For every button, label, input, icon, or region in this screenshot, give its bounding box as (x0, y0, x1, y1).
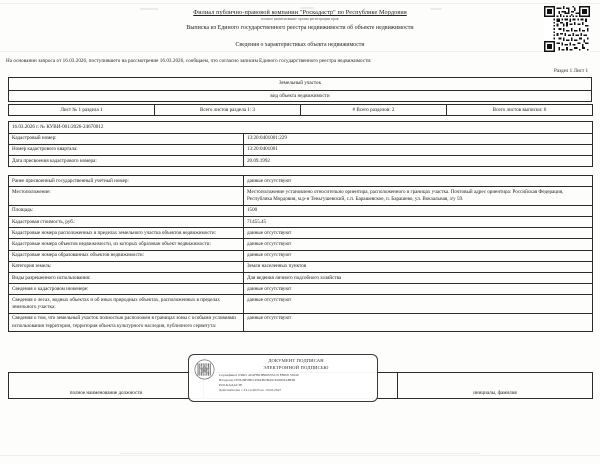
row-value: Для ведения личного подсобного хозяйства (244, 273, 593, 284)
row-value: 13:20:0401001 (244, 144, 593, 155)
emblem-icon (194, 359, 215, 380)
organization-name-caption: полное наименование органа регистрации прав (261, 17, 339, 21)
row-label: Дата присвоения кадастрового номера: (9, 156, 244, 167)
table-row (9, 156, 593, 167)
row-value: данные отсутствуют (244, 176, 593, 187)
table-row (9, 295, 593, 313)
row-label: Кадастровые номера объектов недвижимости, из которых образован объект недвижимости: (9, 239, 244, 250)
signature-area (0, 358, 600, 416)
organization-name: Филиал публично-правовой компании "Роскадастр" по Республике Мордовия (193, 9, 407, 16)
row-label: Сведения о том, что земельный участок полностью расположен в границах зоны с особыми условиями использования территории, территория объекта культурного наследия, публичного сервитута: (9, 313, 244, 331)
table-row (9, 313, 593, 331)
object-type-banner (8, 77, 592, 102)
table-row (9, 176, 593, 187)
row-value: Земли населенных пунктов (244, 261, 593, 272)
row-label: Сведения о лесах, водных объектах и об иных природных объектах, расположенных в пределах земельного участка: (9, 295, 244, 313)
row-label: Виды разрешенного использования: (9, 273, 244, 284)
row-value: данные отсутствуют (244, 284, 593, 295)
table-row (9, 261, 593, 272)
section-title: Сведения о характеристиках объекта недвижимости (235, 42, 365, 48)
row-value: 1500 (244, 205, 593, 216)
row-value: Местоположение установлено относительно ориентира, расположенного в границах участка. Почтовый адрес ориентира: Российская Федерация, Республика Мордовия, м.р-н Теньгушевский, с.п. Барашевское, п. Барашево, ул. Вокзальная, з/у 59. (244, 187, 593, 205)
row-label: Кадастровый номер: (9, 133, 244, 144)
row-value: данные отсутствуют (244, 250, 593, 261)
table-row (9, 187, 593, 205)
electronic-signature-stamp (188, 354, 378, 402)
stamp-certificate: Сертификат 03605 46 6FB03B00955219 F8608 55640 (219, 373, 299, 378)
document-title: Выписка из Единого государственного реестра недвижимости об объекте недвижимости (186, 25, 414, 31)
stamp-owner-line2: РОСКАДАСТР (219, 383, 243, 388)
total-sheets-in-section: Всего листов раздела 1: 3 (155, 105, 301, 116)
table-row (9, 228, 593, 239)
table-row (9, 91, 592, 102)
row-value: 13:20:0401001:229 (244, 133, 593, 144)
row-value: данные отсутствуют (244, 295, 593, 313)
table-row (9, 284, 593, 295)
total-sections: # Всего разделов: 2 (301, 105, 447, 116)
stamp-owner: Владелец ПУБЛИЧНО-ПРАВОВАЯ КОМПАНИЯ (219, 378, 296, 383)
qr-code (544, 6, 590, 52)
table-row (9, 273, 593, 284)
row-label: Номер кадастрового квартала: (9, 144, 244, 155)
row-label: Кадастровые номера расположенных в пределах земельного участка объектов недвижимости: (9, 228, 244, 239)
table-row (9, 144, 593, 155)
stamp-title-line2: ЭЛЕКТРОННОЙ ПОДПИСЬЮ (263, 364, 329, 370)
row-value: данные отсутствуют (244, 313, 593, 331)
table-row (9, 239, 593, 250)
sheet-number: Лист № 1 раздела 1 (9, 105, 155, 116)
object-type-value: Земельный участок (9, 78, 592, 91)
stamp-title-line1: ДОКУМЕНТ ПОДПИСАН (268, 358, 324, 364)
row-label: Сведения о кадастровом инженере: (9, 284, 244, 295)
request-basis-text: На основании запроса от 16.03.2026, поступившего на рассмотрение 16.03.2026, сообщаем, что согласно записям Единого государственного реестра недвижимости: (6, 58, 372, 64)
row-value: 20.09.1992 (244, 156, 593, 167)
table-row (9, 250, 593, 261)
stamp-validity: Действителен с 23.12.2025 по 19.02.2027 (219, 388, 282, 393)
signer-position-label: полное наименование должности (9, 373, 204, 399)
request-number-value: 16.03.2026 г. № КУВИ-001/2026-24670012 (9, 122, 593, 133)
row-label: Площадь: (9, 205, 244, 216)
row-label: Кадастровая стоимость, руб.: (9, 217, 244, 228)
row-value: 71455.45 (244, 217, 593, 228)
row-label: Кадастровые номера образованных объектов недвижимости: (9, 250, 244, 261)
table-row (9, 105, 593, 116)
row-label: Категория земель: (9, 261, 244, 272)
object-characteristics-table (8, 175, 593, 332)
row-value: данные отсутствуют (244, 239, 593, 250)
signer-name-label: инициалы, фамилия (398, 373, 593, 399)
object-type-caption: вид объекта недвижимости (9, 91, 592, 102)
row-value: данные отсутствуют (244, 228, 593, 239)
scan-artifact (120, 453, 480, 454)
row-label: Ранее присвоенный государственный учетный номер: (9, 176, 244, 187)
table-row (9, 217, 593, 228)
total-sheets-in-extract: Всего листов выписки: 6 (447, 105, 593, 116)
cadastral-identity-table (8, 121, 593, 167)
row-label: Местоположение: (9, 187, 244, 205)
table-row (9, 205, 593, 216)
sheet-count-table (8, 104, 593, 116)
section-sheet-label: Раздел 1 Лист 1 (554, 68, 588, 74)
table-row (9, 122, 593, 133)
document-header (0, 0, 600, 50)
table-row (9, 78, 592, 91)
table-row (9, 133, 593, 144)
